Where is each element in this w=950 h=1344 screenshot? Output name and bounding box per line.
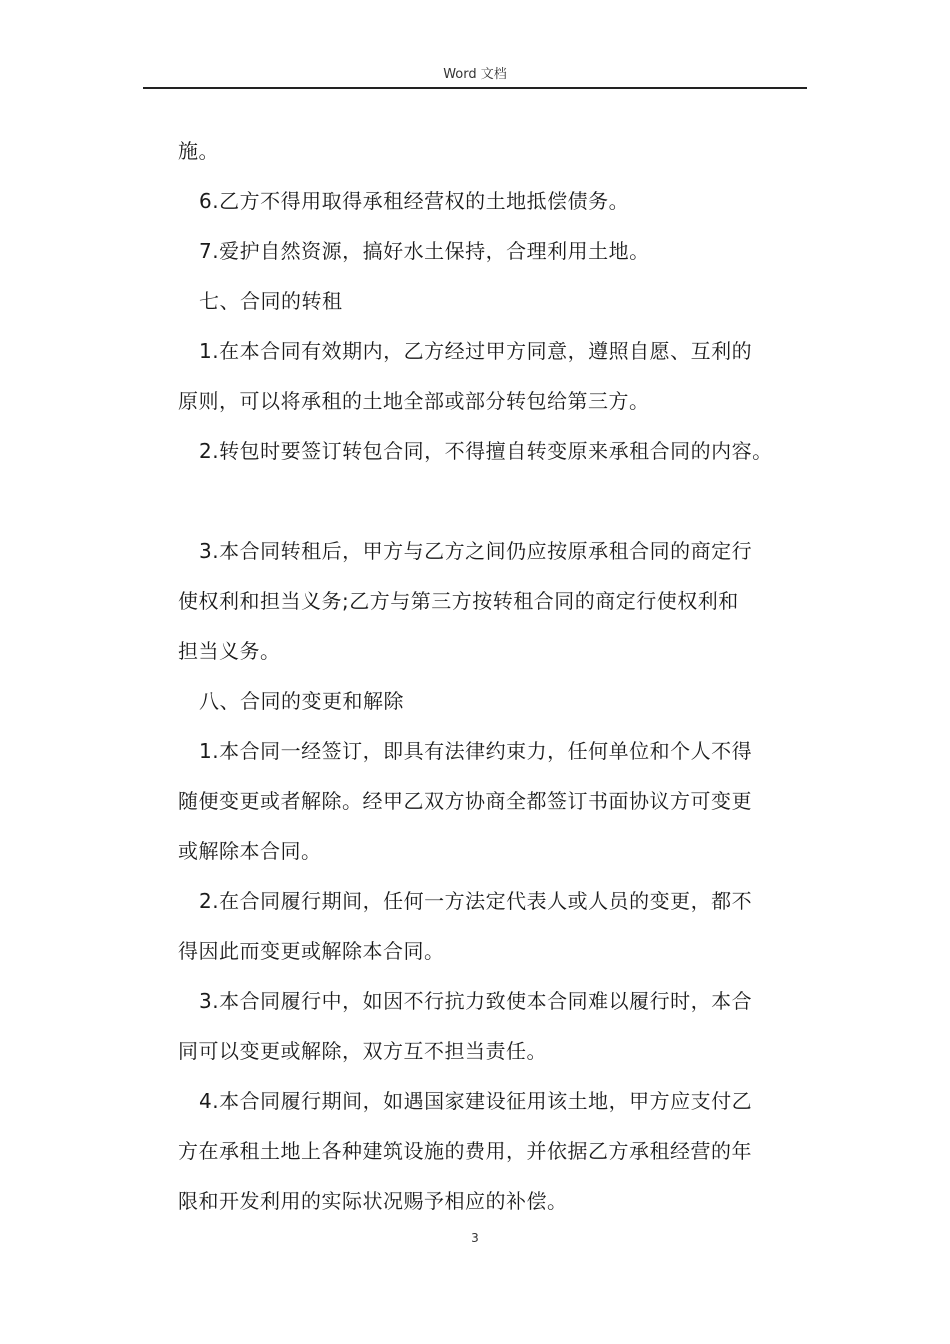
- paragraph-continuation: 施。: [178, 139, 219, 163]
- clause-7-paragraph: 7.爱护自然资源，搞好水土保持，合理利用土地。: [199, 239, 650, 263]
- change-clause-1-line-1: 1.本合同一经签订，即具有法律约束力，任何单位和个人不得: [199, 739, 753, 763]
- sublease-clause-1-line-2: 原则，可以将承租的土地全部或部分转包给第三方。: [178, 389, 650, 413]
- change-clause-4-line-2: 方在承租土地上各种建筑设施的费用，并依据乙方承租经营的年: [178, 1139, 752, 1163]
- page-number: 3: [471, 1231, 479, 1245]
- change-clause-2-line-2: 得因此而变更或解除本合同。: [178, 939, 445, 963]
- document-body: [178, 126, 818, 1226]
- sublease-clause-3-line-1: 3.本合同转租后，甲方与乙方之间仍应按原承租合同的商定行: [199, 539, 753, 563]
- section-heading-sublease: 七、合同的转租: [199, 289, 343, 313]
- change-clause-3-line-1: 3.本合同履行中，如因不行抗力致使本合同难以履行时，本合: [199, 989, 753, 1013]
- clause-6-paragraph: 6.乙方不得用取得承租经营权的土地抵偿债务。: [199, 189, 630, 213]
- blank-line: [178, 476, 818, 526]
- header-divider: [143, 87, 807, 89]
- change-clause-2-line-1: 2.在合同履行期间，任何一方法定代表人或人员的变更，都不: [199, 889, 753, 913]
- sublease-clause-2: 2.转包时要签订转包合同，不得擅自转变原来承租合同的内容。: [199, 439, 773, 463]
- sublease-clause-1-line-1: 1.在本合同有效期内，乙方经过甲方同意，遵照自愿、互利的: [199, 339, 753, 363]
- change-clause-3-line-2: 同可以变更或解除，双方互不担当责任。: [178, 1039, 547, 1063]
- sublease-clause-3-line-3: 担当义务。: [178, 639, 281, 663]
- change-clause-1-line-3: 或解除本合同。: [178, 839, 322, 863]
- page-header: Word 文档: [443, 67, 507, 82]
- change-clause-4-line-1: 4.本合同履行期间，如遇国家建设征用该土地，甲方应支付乙: [199, 1089, 753, 1113]
- sublease-clause-3-line-2: 使权利和担当义务;乙方与第三方按转租合同的商定行使权利和: [178, 589, 739, 613]
- change-clause-4-line-3: 限和开发利用的实际状况赐予相应的补偿。: [178, 1189, 568, 1213]
- section-heading-change-termination: 八、合同的变更和解除: [199, 689, 404, 713]
- change-clause-1-line-2: 随便变更或者解除。经甲乙双方协商全都签订书面协议方可变更: [178, 789, 752, 813]
